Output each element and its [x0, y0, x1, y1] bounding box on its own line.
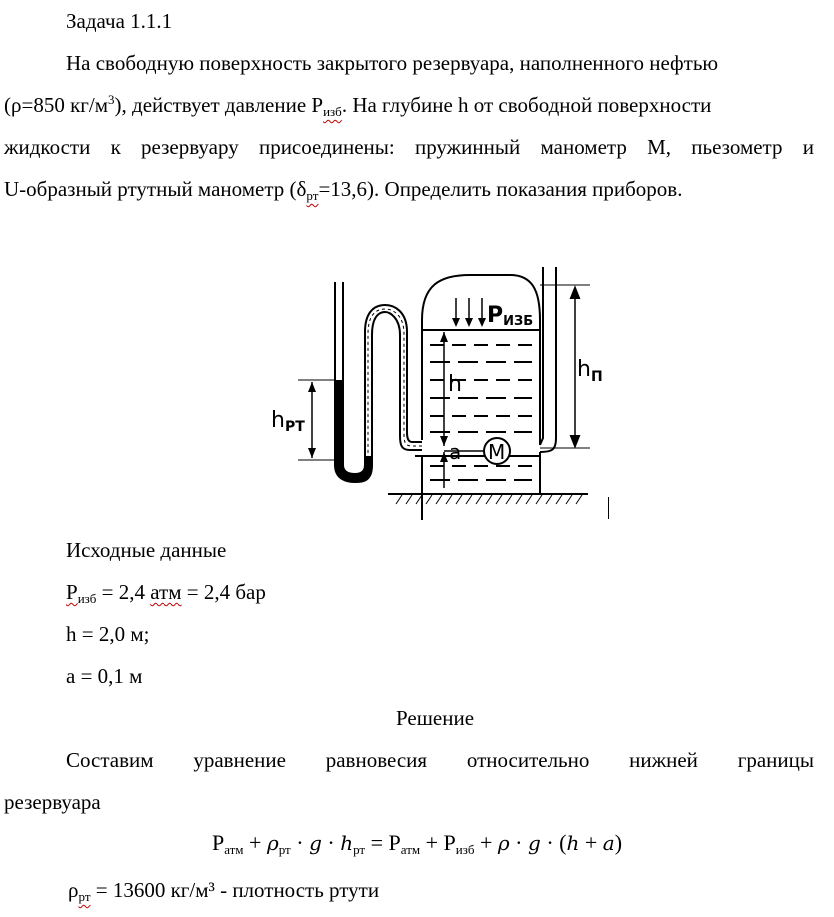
given-heading: Исходные данные — [66, 538, 227, 562]
solution-line-2: резервуара — [4, 790, 101, 814]
given-h: h = 2,0 м; — [66, 622, 150, 646]
given-a: а = 0,1 м — [66, 664, 143, 688]
mercury-column — [335, 380, 372, 482]
label-p-izb: PИЗБ — [487, 303, 534, 329]
solution-heading: Решение — [396, 706, 475, 730]
tank-diagram — [0, 260, 834, 520]
task-line-4: U-образный ртутный манометр $(\delta_{рт}=13,6)$. Определить показания приборов. — [4, 177, 683, 203]
text-cursor — [608, 497, 609, 519]
u-tube-manometer — [335, 282, 422, 482]
solution-line-1: Составим уравнение равновесия относительно нижней границы — [66, 748, 814, 772]
task-line-2: (ρ=850 $кг/м^3$), действует давление $Р_{изб}$. На глубине h от свободной поверхности — [4, 92, 712, 119]
label-m: M — [488, 440, 506, 464]
given-p-izb: $Р_{изб} = 2,4$ атм = 2,4 бар — [66, 580, 266, 606]
task-line-3: жидкости к резервуару присоединены: пружинный манометр М, пьезометр и — [4, 135, 814, 159]
task-line-1: На свободную поверхность закрытого резервуара, наполненного нефтью — [66, 51, 719, 75]
equilibrium-equation: $Р_{атм} + \rho_{рт} \cdot g \cdot h_{рт} = Р_{атм} + Р_{изб} + \rho \cdot g \cdot (h + a)$ — [211, 830, 623, 857]
label-a: a — [449, 440, 462, 464]
label-hn: $h_П$ — [577, 357, 603, 385]
label-h: h — [448, 372, 462, 397]
rho-definition: $\rho_{рт} = 13600$ кг/м³ - плотность ртути — [68, 878, 380, 904]
piezometer-tube — [540, 267, 556, 452]
label-hpt: hРТ — [271, 408, 305, 435]
task-title: Задача 1.1.1 — [66, 9, 173, 33]
